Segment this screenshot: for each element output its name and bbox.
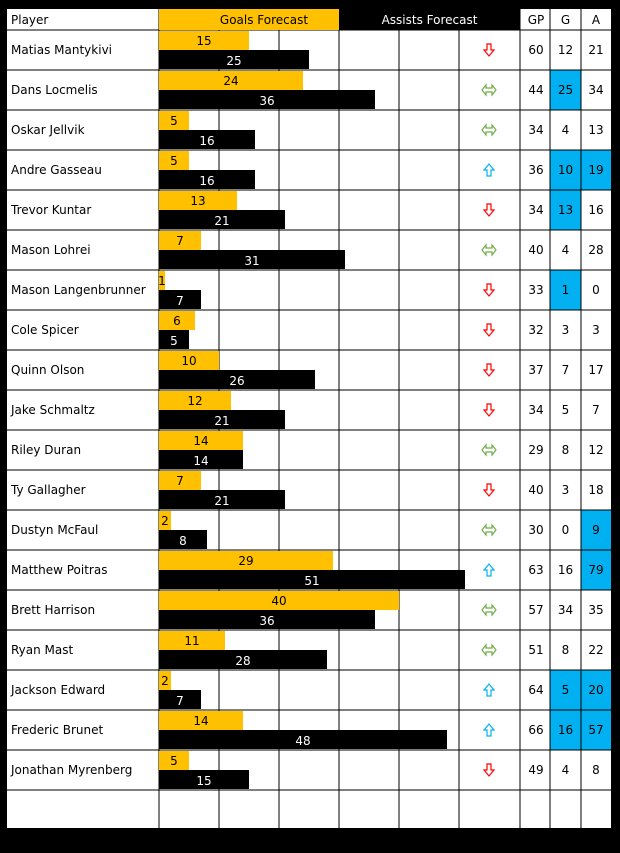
a-value: 57 (588, 723, 604, 737)
a-value: 21 (588, 43, 604, 57)
assists-bar-label: 36 (259, 94, 275, 108)
player-name: Cole Spicer (11, 323, 79, 337)
a-header: A (591, 13, 601, 27)
goals-bar-label: 29 (238, 554, 254, 568)
g-header: G (560, 13, 571, 27)
assists-bar-label: 21 (214, 494, 230, 508)
g-value: 5 (561, 403, 570, 417)
goals-bar-label: 24 (223, 74, 239, 88)
goals-bar-label: 40 (271, 594, 287, 608)
assists-bar-label: 28 (235, 654, 251, 668)
player-name: Jake Schmaltz (11, 403, 95, 417)
player-name: Ryan Mast (11, 643, 74, 657)
assists-bar-label: 7 (176, 694, 184, 708)
assists-bar-label: 16 (199, 134, 215, 148)
gp-value: 44 (528, 83, 544, 97)
g-value: 1 (561, 283, 570, 297)
player-name: Matthew Poitras (11, 563, 108, 577)
goals-bar-label: 14 (193, 714, 209, 728)
a-value: 16 (588, 203, 604, 217)
g-value: 4 (561, 123, 570, 137)
a-value: 3 (592, 323, 600, 337)
gp-value: 30 (528, 523, 544, 537)
a-value: 19 (588, 163, 604, 177)
goals-bar-label: 2 (161, 674, 169, 688)
player-name: Quinn Olson (11, 363, 85, 377)
assists-bar-label: 26 (229, 374, 245, 388)
gp-value: 64 (528, 683, 544, 697)
g-value: 0 (561, 523, 570, 537)
x-tick-label: 10 (211, 833, 227, 847)
goals-bar-label: 5 (170, 114, 178, 128)
goals-bar-label: 7 (176, 234, 184, 248)
gp-value: 37 (528, 363, 544, 377)
g-value: 4 (561, 763, 570, 777)
goals-bar-label: 14 (193, 434, 209, 448)
assists-bar-label: 15 (196, 774, 212, 788)
player-name: Dans Locmelis (11, 83, 98, 97)
a-value: 20 (588, 683, 604, 697)
assists-bar-label: 31 (244, 254, 260, 268)
player-name: Jonathan Myrenberg (11, 763, 133, 777)
x-tick-label: 50 (451, 833, 467, 847)
assists-bar-label: 21 (214, 214, 230, 228)
a-value: 13 (588, 123, 604, 137)
gp-value: 29 (528, 443, 544, 457)
g-value: 16 (557, 563, 574, 577)
goals-bar-label: 5 (170, 754, 178, 768)
g-value: 16 (557, 723, 574, 737)
gp-value: 34 (528, 403, 544, 417)
assists-bar-label: 14 (193, 454, 209, 468)
g-value: 3 (561, 323, 570, 337)
x-tick-label: 60 (511, 833, 527, 847)
gp-value: 60 (528, 43, 544, 57)
a-value: 0 (592, 283, 600, 297)
gp-value: 63 (528, 563, 544, 577)
goals-bar-label: 13 (190, 194, 206, 208)
player-name: Trevor Kuntar (11, 203, 92, 217)
gp-value: 34 (528, 203, 544, 217)
assists-bar-label: 51 (304, 574, 320, 588)
player-name: Mason Langenbrunner (11, 283, 146, 297)
g-value: 4 (561, 243, 570, 257)
goals-bar-label: 5 (170, 154, 178, 168)
player-name: Jackson Edward (11, 683, 106, 697)
a-value: 8 (592, 763, 600, 777)
gp-value: 32 (528, 323, 544, 337)
gp-value: 40 (528, 483, 544, 497)
g-value: 5 (561, 683, 570, 697)
goals-bar-label: 10 (181, 354, 197, 368)
assists-bar-label: 5 (170, 334, 178, 348)
gp-value: 34 (528, 123, 544, 137)
goals-bar-label: 2 (161, 514, 169, 528)
assists-bar-label: 25 (226, 54, 242, 68)
assists-bar-label: 8 (179, 534, 187, 548)
assists-forecast-header: Assists Forecast (381, 13, 478, 27)
a-value: 12 (588, 443, 604, 457)
goals-bar-label: 11 (184, 634, 200, 648)
player-name: Mason Lohrei (11, 243, 91, 257)
assists-bar-label: 48 (295, 734, 311, 748)
g-value: 3 (561, 483, 570, 497)
player-name: Frederic Brunet (11, 723, 104, 737)
gp-value: 66 (528, 723, 544, 737)
player-name: Dustyn McFaul (11, 523, 99, 537)
g-value: 25 (557, 83, 574, 97)
a-value: 34 (588, 83, 604, 97)
a-value: 28 (588, 243, 604, 257)
assists-bar-label: 21 (214, 414, 230, 428)
gp-value: 40 (528, 243, 544, 257)
g-value: 13 (557, 203, 574, 217)
gp-value: 49 (528, 763, 544, 777)
a-value: 35 (588, 603, 604, 617)
x-tick-label: 30 (331, 833, 347, 847)
goals-bar-label: 6 (173, 314, 181, 328)
a-value: 22 (588, 643, 604, 657)
a-value: 9 (592, 523, 600, 537)
g-value: 12 (557, 43, 574, 57)
g-value: 34 (557, 603, 574, 617)
gp-value: 36 (528, 163, 544, 177)
x-tick-label: 40 (391, 833, 407, 847)
player-name: Brett Harrison (11, 603, 96, 617)
player-header: Player (11, 13, 49, 27)
goals-bar-label: 1 (158, 274, 166, 288)
goals-forecast-header: Goals Forecast (219, 13, 309, 27)
player-name: Ty Gallagher (11, 483, 86, 497)
g-value: 10 (557, 163, 574, 177)
assists-bar-label: 36 (259, 614, 275, 628)
player-name: Riley Duran (11, 443, 82, 457)
g-value: 8 (561, 443, 570, 457)
a-value: 79 (588, 563, 604, 577)
player-name: Matias Mantykivi (11, 43, 113, 57)
goals-bar-label: 7 (176, 474, 184, 488)
a-value: 18 (588, 483, 604, 497)
gp-value: 51 (528, 643, 544, 657)
gp-header: GP (527, 13, 545, 27)
gp-value: 33 (528, 283, 544, 297)
x-tick-label: 20 (271, 833, 287, 847)
player-name: Oskar Jellvik (11, 123, 85, 137)
assists-bar-label: 7 (176, 294, 184, 308)
g-value: 8 (561, 643, 570, 657)
player-name: Andre Gasseau (11, 163, 102, 177)
a-value: 17 (588, 363, 604, 377)
goals-bar-label: 15 (196, 34, 212, 48)
gp-value: 57 (528, 603, 544, 617)
assists-bar-label: 16 (199, 174, 215, 188)
goals-bar-label: 12 (187, 394, 203, 408)
a-value: 7 (592, 403, 600, 417)
g-value: 7 (561, 363, 570, 377)
